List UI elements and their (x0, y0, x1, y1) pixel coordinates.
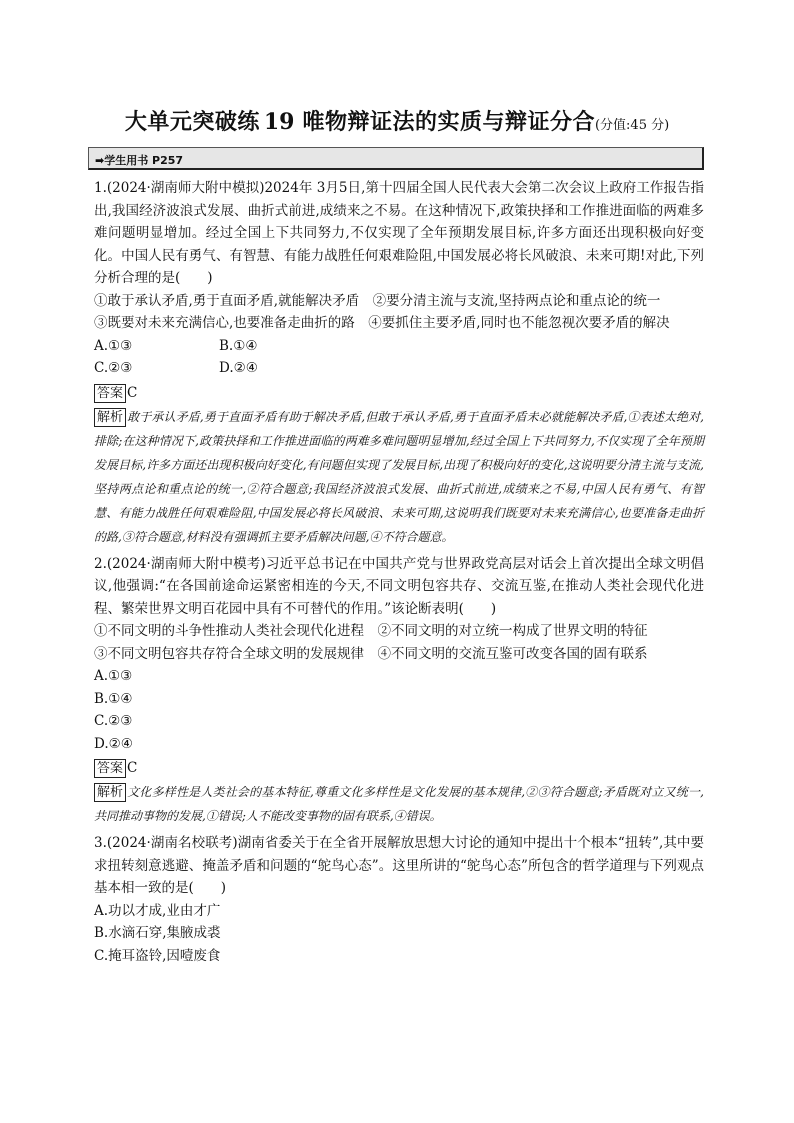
question-1 (94, 177, 704, 549)
choice-b[interactable]: B.①④ (94, 690, 133, 707)
banner-label: ➡学生用书 P257 (95, 154, 184, 167)
question-content (94, 177, 704, 967)
title-number: 19 (263, 109, 295, 135)
statement-row: ①敢于承认矛盾,勇于直面矛盾,就能解决矛盾 ②要分清主流与支流,坚持两点论和重点论的统一 (94, 292, 661, 309)
answer-value: C (127, 384, 138, 401)
title-topic: 唯物辩证法的实质与辩证分合 (302, 110, 595, 135)
choice-a[interactable]: A.功以才成,业由才广 (94, 902, 221, 919)
choice-row (94, 335, 704, 358)
title-main: 大单元突破练 (124, 110, 260, 135)
choice-d[interactable]: D.②④ (219, 360, 258, 376)
statement-row: ③既要对未来充满信心,也要准备走曲折的路 ④要抓住主要矛盾,同时也不能忽视次要矛盾的解决 (94, 315, 670, 331)
answer-line (94, 757, 704, 780)
explanation (94, 780, 704, 828)
statement-row: ③不同文明包容共存符合全球文明的发展规律 ④不同文明的交流互鉴可改变各国的固有联系 (94, 645, 648, 662)
choice-d[interactable]: D.②④ (94, 735, 133, 752)
answer-value: C (127, 760, 138, 776)
choice-row (94, 357, 704, 380)
question-stem: 2.(2024·湖南师大附中模考)习近平总书记在中国共产党与世界政党高层对话会上首次提出全球文明倡议,他强调:“在各国前途命运紧密相连的今天,不同文明包容共存、交流互鉴,在推动人类社会现代化进程、繁荣世界文明百花园中具有不可替代的作用。”该论断表明( ) (94, 555, 704, 617)
question-stem: 1.(2024·湖南师大附中模拟)2024年 3月5日,第十四届全国人民代表大会第二次会议上政府工作报告指出,我国经济波浪式发展、曲折式前进,成绩来之不易。在这种情况下,政策抉择和工作推进面临的两难多难问题明显增加。经过全国上下共同努力,不仅实现了全年预期发展目标,许多方面还出现积极向好变化。中国人民有勇气、有智慧、有能力战胜任何艰难险阻,中国发展必将长风破浪、未来可期!对此,下列分析合理的是( ) (94, 180, 704, 286)
page-title (0, 105, 794, 136)
answer-tag: 答案 (94, 759, 126, 778)
student-book-banner (88, 147, 704, 170)
explanation-tag: 解析 (94, 408, 126, 427)
choice-b[interactable]: B.水滴石穿,集腋成裘 (94, 925, 221, 941)
explanation-text: 文化多样性是人类社会的基本特征,尊重文化多样性是文化发展的基本规律,②③符合题意;矛盾既对立又统一,共同推动事物的发展,①错误;人不能改变事物的固有联系,④错误。 (94, 785, 704, 823)
choice-c[interactable]: C.②③ (94, 360, 133, 376)
choice-a[interactable]: A.①③ (94, 668, 133, 684)
choice-a[interactable]: A.①③ (94, 337, 133, 354)
answer-tag: 答案 (94, 384, 126, 403)
explanation-tag: 解析 (94, 783, 126, 802)
question-stem: 3.(2024·湖南名校联考)湖南省委关于在全省开展解放思想大讨论的通知中提出十个根本“扭转”,其中要求扭转刻意逃避、掩盖矛盾和问题的“鸵鸟心态”。这里所讲的“鸵鸟心态”所包含的哲学道理与下列观点基本相一致的是( ) (94, 835, 704, 896)
answer-line (94, 382, 704, 405)
title-score: (分值:45 分) (594, 118, 670, 133)
explanation (94, 405, 704, 549)
choice-c[interactable]: C.掩耳盗铃,因噎废食 (94, 947, 221, 964)
question-2 (94, 553, 704, 829)
explanation-text: 敢于承认矛盾,勇于直面矛盾有助于解决矛盾,但敢于承认矛盾,勇于直面矛盾未必就能解决矛盾,①表述太绝对,排除;在这种情况下,政策抉择和工作推进面临的两难多难问题明显增加,经过全国上下共同努力,不仅实现了全年预期发展目标,许多方面还出现积极向好变化,有问题但实现了发展目标,出现了积极向好的变化,这说明要分清主流与支流,坚持两点论和重点论的统一,②符合题意;我国经济波浪式发展、曲折式前进,成绩来之不易,中国人民有勇气、有智慧、有能力战胜任何艰难险阻,中国发展必将长风破浪、未来可期,这说明我们既要对未来充满信心,也要准备走曲折的路,③符合题意,材料没有强调抓主要矛盾解决问题,④不符合题意。 (94, 409, 704, 544)
choice-b[interactable]: B.①④ (219, 337, 258, 354)
question-3 (94, 832, 704, 967)
choice-c[interactable]: C.②③ (94, 713, 133, 729)
statement-row: ①不同文明的斗争性推动人类社会现代化进程 ②不同文明的对立统一构成了世界文明的特征 (94, 623, 648, 639)
